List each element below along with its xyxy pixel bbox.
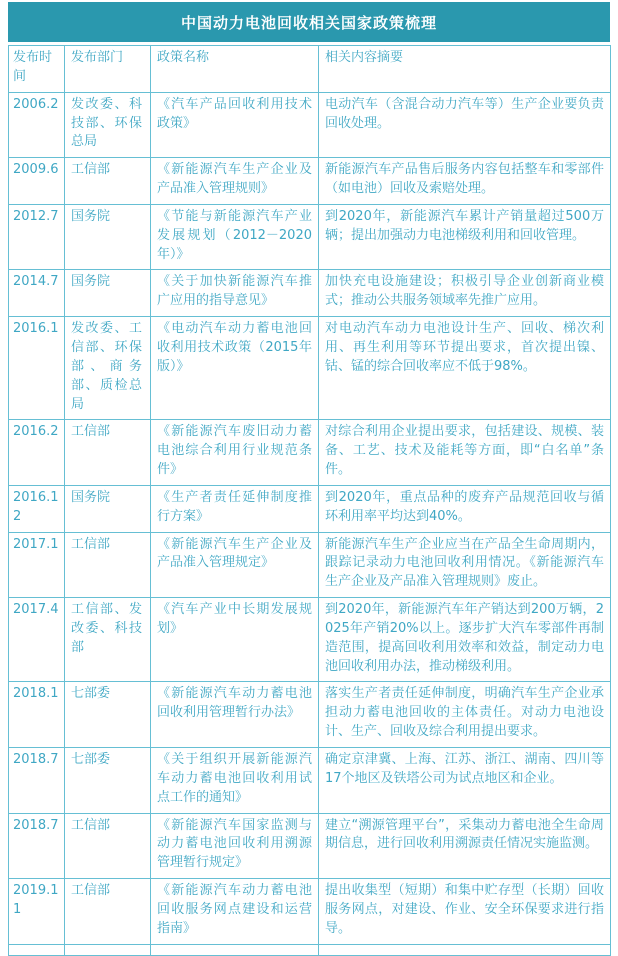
cell-policy-name: 《新能源汽车动力蓄电池回收服务网点建设和运营指南》	[151, 879, 319, 945]
table-row	[9, 598, 611, 682]
cell-department: 国务院	[65, 485, 151, 532]
col-header-department: 发布部门	[65, 46, 151, 93]
cell-publish-date: 2014.7	[9, 270, 65, 317]
table-row	[9, 485, 611, 532]
cell-summary	[319, 944, 611, 955]
cell-summary: 到2020年，新能源汽车累计产销量超过500万辆；提出加强动力电池梯级利用和回收管理。	[319, 204, 611, 270]
cell-summary: 电动汽车（含混合动力汽车等）生产企业要负责回收处理。	[319, 92, 611, 158]
cell-department: 工信部	[65, 879, 151, 945]
cell-summary: 加快充电设施建设；积极引导企业创新商业模式；推动公共服务领域率先推广应用。	[319, 270, 611, 317]
cell-department: 国务院	[65, 270, 151, 317]
cell-department: 发改委、工信部、环保部、商务部、质检总局	[65, 317, 151, 420]
cell-department	[65, 944, 151, 955]
table-row	[9, 879, 611, 945]
cell-policy-name: 《新能源汽车国家监测与动力蓄电池回收利用溯源管理暂行规定》	[151, 813, 319, 879]
cell-policy-name: 《生产者责任延伸制度推行方案》	[151, 485, 319, 532]
cell-policy-name: 《关于组织开展新能源汽车动力蓄电池回收利用试点工作的通知》	[151, 748, 319, 814]
cell-department: 发改委、科技部、环保总局	[65, 92, 151, 158]
cell-department: 国务院	[65, 204, 151, 270]
cell-policy-name: 《新能源汽车生产企业及产品准入管理规定》	[151, 532, 319, 598]
cell-publish-date: 2006.2	[9, 92, 65, 158]
header-row	[9, 46, 611, 93]
cell-policy-name: 《新能源汽车动力蓄电池回收利用管理暂行办法》	[151, 682, 319, 748]
cell-publish-date: 2018.7	[9, 813, 65, 879]
policy-table	[8, 45, 611, 956]
cell-department: 工信部、发改委、科技部	[65, 598, 151, 682]
cell-department: 工信部	[65, 532, 151, 598]
col-header-summary: 相关内容摘要	[319, 46, 611, 93]
table-row	[9, 92, 611, 158]
cell-summary: 对综合利用企业提出要求，包括建设、规模、装备、工艺、技术及能耗等方面，即“白名单”条件。	[319, 420, 611, 486]
cell-policy-name: 《新能源汽车生产企业及产品准入管理规则》	[151, 158, 319, 205]
cell-policy-name: 《关于加快新能源汽车推广应用的指导意见》	[151, 270, 319, 317]
cell-summary: 新能源汽车产品售后服务内容包括整车和零部件（如电池）回收及索赔处理。	[319, 158, 611, 205]
cell-policy-name: 《电动汽车动力蓄电池回收利用技术政策（2015年版）》	[151, 317, 319, 420]
cell-publish-date: 2009.6	[9, 158, 65, 205]
table-row	[9, 158, 611, 205]
table-row	[9, 420, 611, 486]
cell-policy-name: 《节能与新能源汽车产业发展规划（2012－2020年）》	[151, 204, 319, 270]
cell-summary: 对电动汽车动力电池设计生产、回收、梯次利用、再生利用等环节提出要求，首次提出镍、钴、锰的综合回收率应不低于98%。	[319, 317, 611, 420]
cell-publish-date: 2017.4	[9, 598, 65, 682]
cell-department: 工信部	[65, 420, 151, 486]
cell-publish-date: 2018.1	[9, 682, 65, 748]
cell-summary: 落实生产者责任延伸制度，明确汽车生产企业承担动力蓄电池回收的主体责任。对动力电池设计、生产、回收及综合利用提出要求。	[319, 682, 611, 748]
table-row	[9, 748, 611, 814]
cell-policy-name: 《汽车产品回收利用技术政策》	[151, 92, 319, 158]
cell-summary: 到2020年，重点品种的废弃产品规范回收与循环利用率平均达到40%。	[319, 485, 611, 532]
cell-summary: 提出收集型（短期）和集中贮存型（长期）回收服务网点，对建设、作业、安全环保要求进行指导。	[319, 879, 611, 945]
cell-publish-date: 2018.7	[9, 748, 65, 814]
table-row	[9, 270, 611, 317]
cell-publish-date: 2012.7	[9, 204, 65, 270]
table-row	[9, 813, 611, 879]
col-header-policy-name: 政策名称	[151, 46, 319, 93]
cell-summary: 建立“溯源管理平台”，采集动力蓄电池全生命周期信息，进行回收利用溯源责任情况实施监测。	[319, 813, 611, 879]
cell-summary: 到2020年，新能源汽车年产销达到200万辆，2025年产销20%以上。逐步扩大汽车零部件再制造范围，提高回收利用效率和效益，制定动力电池回收利用办法，推动梯级利用。	[319, 598, 611, 682]
cell-department: 工信部	[65, 158, 151, 205]
cell-publish-date: 2016.1	[9, 317, 65, 420]
col-header-publish-date: 发布时间	[9, 46, 65, 93]
cell-policy-name: 《汽车产业中长期发展规划》	[151, 598, 319, 682]
cell-policy-name	[151, 944, 319, 955]
cell-publish-date: 2016.12	[9, 485, 65, 532]
cell-department: 工信部	[65, 813, 151, 879]
cell-policy-name: 《新能源汽车废旧动力蓄电池综合利用行业规范条件》	[151, 420, 319, 486]
cell-publish-date: 2016.2	[9, 420, 65, 486]
table-row	[9, 682, 611, 748]
table-row	[9, 532, 611, 598]
cell-department: 七部委	[65, 682, 151, 748]
cell-summary: 确定京津冀、上海、江苏、浙江、湖南、四川等17个地区及铁塔公司为试点地区和企业。	[319, 748, 611, 814]
cell-publish-date: 2017.1	[9, 532, 65, 598]
page-title: 中国动力电池回收相关国家政策梳理	[8, 2, 610, 42]
table-row	[9, 317, 611, 420]
cell-publish-date: 2019.11	[9, 879, 65, 945]
cell-department: 七部委	[65, 748, 151, 814]
table-row	[9, 204, 611, 270]
cell-publish-date	[9, 944, 65, 955]
table-row-partial	[9, 944, 611, 955]
cell-summary: 新能源汽车生产企业应当在产品全生命周期内，跟踪记录动力电池回收利用情况。《新能源汽车生产企业及产品准入管理规则》废止。	[319, 532, 611, 598]
